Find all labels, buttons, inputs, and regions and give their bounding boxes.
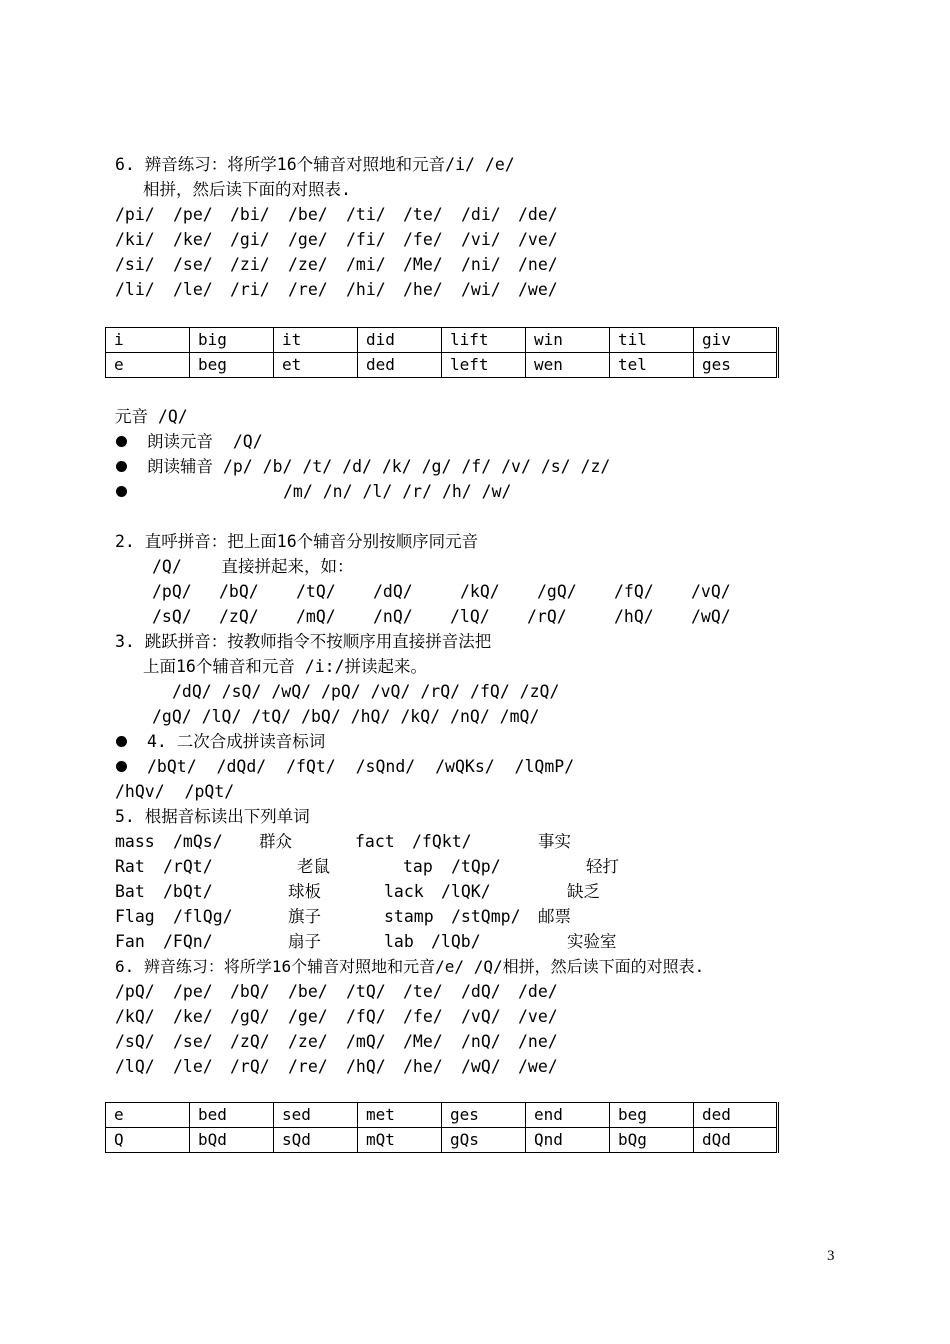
- syllable-sequence: /gQ/ /lQ/ /tQ/ /bQ/ /hQ/ /kQ/ /nQ/ /mQ/: [152, 707, 540, 726]
- vocab-meaning: 事实: [538, 832, 571, 851]
- table-cell: beg: [610, 1103, 694, 1128]
- table-cell: gQs: [442, 1128, 526, 1153]
- syllable: /nQ/: [461, 1032, 501, 1051]
- syllable-row: [115, 979, 835, 1004]
- syllable: /dQ/: [461, 982, 501, 1001]
- comparison-table-e-q: [105, 1102, 779, 1153]
- table-cell: big: [190, 328, 274, 353]
- syllable: /we/: [518, 1057, 558, 1076]
- syllable: /ne/: [518, 1032, 558, 1051]
- table-cell: giv: [694, 328, 778, 353]
- vocab-phonetic: /stQmp/: [451, 907, 521, 926]
- syllable: /rQ/: [527, 607, 567, 626]
- bullet-icon: [115, 429, 129, 454]
- table-cell: e: [106, 353, 190, 378]
- syllable: /li/: [115, 280, 155, 299]
- vocab-meaning: 轻打: [586, 857, 619, 876]
- vocab-meaning: 实验室: [567, 932, 617, 951]
- syllable: /he/: [403, 280, 443, 299]
- table-cell: mQt: [358, 1128, 442, 1153]
- vocab-phonetic: /rQt/: [163, 857, 213, 876]
- table-cell: bed: [190, 1103, 274, 1128]
- table-cell: et: [274, 353, 358, 378]
- syllable: /zQ/: [219, 607, 259, 626]
- syllable: /fi/: [346, 230, 386, 249]
- syllable: /ve/: [518, 230, 558, 249]
- syllable: /ke/: [173, 230, 213, 249]
- syllable: /tQ/: [346, 982, 386, 1001]
- syllable: /pQ/: [152, 582, 192, 601]
- syllable: /we/: [518, 280, 558, 299]
- vocab-phonetic: /fQkt/: [412, 832, 472, 851]
- vocab-word: lab: [384, 932, 414, 951]
- syllable: /ge/: [288, 230, 328, 249]
- syllable: /wQ/: [691, 607, 731, 626]
- section-2-subheading: /Q/ 直接拼起来，如：: [152, 557, 354, 576]
- syllable: /kQ/: [460, 582, 500, 601]
- syllable: /sQ/: [152, 607, 192, 626]
- syllable: /ze/: [288, 255, 328, 274]
- vocab-meaning: 邮票: [538, 907, 571, 926]
- table-cell: bQd: [190, 1128, 274, 1153]
- syllable: /fQ/: [614, 582, 654, 601]
- table-cell: til: [610, 328, 694, 353]
- syllable: /mQ/: [346, 1032, 386, 1051]
- vocab-row: [115, 904, 835, 929]
- section-5-heading: 5. 根据音标读出下列单词: [115, 807, 310, 826]
- table-cell: did: [358, 328, 442, 353]
- syllable: /vi/: [461, 230, 501, 249]
- table-cell: i: [106, 328, 190, 353]
- syllable: /ve/: [518, 1007, 558, 1026]
- syllable: /zQ/: [230, 1032, 270, 1051]
- section-3-subheading: 上面16个辅音和元音 /i:/拼读起来。: [143, 657, 428, 676]
- syllable-row: [115, 227, 835, 252]
- syllable: /pe/: [173, 982, 213, 1001]
- table-cell: met: [358, 1103, 442, 1128]
- vowel-title: 元音 /Q/: [115, 407, 188, 426]
- syllable-row: [115, 252, 835, 277]
- table-cell: sQd: [274, 1128, 358, 1153]
- vocab-word: lack: [384, 882, 424, 901]
- syllable: /pi/: [115, 205, 155, 224]
- syllable: /ke/: [173, 1007, 213, 1026]
- syllable-row: [115, 1004, 835, 1029]
- table-cell: ges: [442, 1103, 526, 1128]
- syllable: /wi/: [461, 280, 501, 299]
- syllable: /lQ/: [115, 1057, 155, 1076]
- syllable: /dQ/: [373, 582, 413, 601]
- syllable: /de/: [518, 205, 558, 224]
- syllable: /se/: [173, 255, 213, 274]
- vocab-meaning: 旗子: [288, 907, 321, 926]
- syllable: /se/: [173, 1032, 213, 1051]
- table-row: [106, 328, 778, 353]
- vocab-word: Fan: [115, 932, 145, 951]
- table-cell: wen: [526, 353, 610, 378]
- syllable: /gQ/: [230, 1007, 270, 1026]
- syllable: /Me/: [403, 1032, 443, 1051]
- table-cell: tel: [610, 353, 694, 378]
- syllable: /te/: [403, 205, 443, 224]
- vocab-meaning: 球板: [288, 882, 321, 901]
- syllable: /be/: [288, 982, 328, 1001]
- syllable: /ge/: [288, 1007, 328, 1026]
- section-6a-subheading: 相拼，然后读下面的对照表.: [143, 180, 351, 199]
- section-3-heading: 3. 跳跃拼音：按教师指令不按顺序用直接拼音法把: [115, 632, 492, 651]
- syllable: /ti/: [346, 205, 386, 224]
- table-cell: ded: [694, 1103, 778, 1128]
- syllable: /pe/: [173, 205, 213, 224]
- syllable: /rQ/: [230, 1057, 270, 1076]
- table-cell: bQg: [610, 1128, 694, 1153]
- syllable: /gQ/: [537, 582, 577, 601]
- word-sequence: /bQt/ /dQd/ /fQt/ /sQnd/ /wQKs/ /lQmP/: [147, 757, 575, 776]
- syllable: /Me/: [403, 255, 443, 274]
- table-cell: e: [106, 1103, 190, 1128]
- vocab-word: Rat: [115, 857, 145, 876]
- syllable-sequence: /dQ/ /sQ/ /wQ/ /pQ/ /vQ/ /rQ/ /fQ/ /zQ/: [172, 682, 560, 701]
- syllable: /wQ/: [461, 1057, 501, 1076]
- word-sequence: /hQv/ /pQt/: [115, 782, 235, 801]
- vocab-word: fact: [355, 832, 395, 851]
- vocab-phonetic: /FQn/: [163, 932, 213, 951]
- table-cell: sed: [274, 1103, 358, 1128]
- syllable: /bQ/: [230, 982, 270, 1001]
- syllable: /lQ/: [450, 607, 490, 626]
- table-cell: Q: [106, 1128, 190, 1153]
- syllable: /ni/: [461, 255, 501, 274]
- vocab-row: [115, 929, 835, 954]
- vocab-row: [115, 879, 835, 904]
- syllable: /tQ/: [296, 582, 336, 601]
- page-number: 3: [827, 1248, 835, 1264]
- syllable: /di/: [461, 205, 501, 224]
- syllable: /hi/: [346, 280, 386, 299]
- syllable: /ze/: [288, 1032, 328, 1051]
- syllable: /hQ/: [614, 607, 654, 626]
- table-cell: left: [442, 353, 526, 378]
- vocab-meaning: 缺乏: [567, 882, 600, 901]
- table-cell: ded: [358, 353, 442, 378]
- table-row: [106, 353, 778, 378]
- vocab-word: tap: [403, 857, 433, 876]
- section-6b-heading: 6. 辨音练习：将所学16个辅音对照地和元音/e/ /Q/相拼，然后读下面的对照表.: [115, 957, 705, 976]
- bullet-text: 朗读辅音 /p/ /b/ /t/ /d/ /k/ /g/ /f/ /v/ /s/ /z/: [147, 457, 611, 476]
- bullet-text: 朗读元音 /Q/: [147, 432, 263, 451]
- comparison-table-i-e: [105, 327, 779, 378]
- vocab-phonetic: /tQp/: [451, 857, 501, 876]
- vocab-meaning: 群众: [259, 832, 292, 851]
- syllable: /le/: [173, 280, 213, 299]
- syllable-row: [115, 277, 835, 302]
- vocab-phonetic: /lQK/: [441, 882, 491, 901]
- table-cell: lift: [442, 328, 526, 353]
- vocab-meaning: 扇子: [288, 932, 321, 951]
- syllable: /vQ/: [461, 1007, 501, 1026]
- table-row: [106, 1128, 778, 1153]
- syllable: /fQ/: [346, 1007, 386, 1026]
- bullet-icon: [115, 754, 129, 779]
- syllable: /de/: [518, 982, 558, 1001]
- vocab-meaning: 老鼠: [297, 857, 330, 876]
- syllable: /hQ/: [346, 1057, 386, 1076]
- syllable-row: [115, 1054, 835, 1079]
- syllable: /be/: [288, 205, 328, 224]
- syllable: /le/: [173, 1057, 213, 1076]
- syllable: /gi/: [230, 230, 270, 249]
- syllable-row: [152, 579, 802, 604]
- vocab-word: Flag: [115, 907, 155, 926]
- syllable: /ri/: [230, 280, 270, 299]
- bullet-icon: [115, 454, 129, 479]
- syllable: /te/: [403, 982, 443, 1001]
- syllable: /re/: [288, 280, 328, 299]
- bullet-icon: [115, 729, 129, 754]
- syllable-row: [115, 1029, 835, 1054]
- syllable: /pQ/: [115, 982, 155, 1001]
- syllable: /sQ/: [115, 1032, 155, 1051]
- syllable: /bQ/: [219, 582, 259, 601]
- table-cell: dQd: [694, 1128, 778, 1153]
- table-cell: win: [526, 328, 610, 353]
- syllable-row: [115, 202, 835, 227]
- vocab-phonetic: /mQs/: [173, 832, 223, 851]
- section-6a-heading: 6. 辨音练习：将所学16个辅音对照地和元音/i/ /e/: [115, 155, 515, 174]
- table-cell: Qnd: [526, 1128, 610, 1153]
- syllable: /fe/: [403, 1007, 443, 1026]
- syllable: /nQ/: [373, 607, 413, 626]
- syllable: /mi/: [346, 255, 386, 274]
- syllable: /mQ/: [296, 607, 336, 626]
- table-cell: beg: [190, 353, 274, 378]
- vocab-row: [115, 829, 835, 854]
- syllable: /ki/: [115, 230, 155, 249]
- vocab-word: mass: [115, 832, 155, 851]
- vocab-phonetic: /flQg/: [173, 907, 233, 926]
- vocab-phonetic: /lQb/: [431, 932, 481, 951]
- vocab-word: Bat: [115, 882, 145, 901]
- syllable: /vQ/: [691, 582, 731, 601]
- vocab-word: stamp: [384, 907, 434, 926]
- bullet-icon: [115, 479, 129, 504]
- syllable: /zi/: [230, 255, 270, 274]
- syllable: /fe/: [403, 230, 443, 249]
- vocab-row: [115, 854, 835, 879]
- syllable: /si/: [115, 255, 155, 274]
- syllable: /kQ/: [115, 1007, 155, 1026]
- table-cell: ges: [694, 353, 778, 378]
- table-row: [106, 1103, 778, 1128]
- table-cell: it: [274, 328, 358, 353]
- syllable-row: [152, 604, 802, 629]
- section-2-heading: 2. 直呼拼音：把上面16个辅音分别按顺序同元音: [115, 532, 479, 551]
- vocab-phonetic: /bQt/: [163, 882, 213, 901]
- syllable: /he/: [403, 1057, 443, 1076]
- syllable: /ne/: [518, 255, 558, 274]
- syllable: /re/: [288, 1057, 328, 1076]
- section-4-heading: 4. 二次合成拼读音标词: [147, 732, 326, 751]
- syllable: /bi/: [230, 205, 270, 224]
- bullet-text: /m/ /n/ /l/ /r/ /h/ /w/: [283, 482, 512, 501]
- table-cell: end: [526, 1103, 610, 1128]
